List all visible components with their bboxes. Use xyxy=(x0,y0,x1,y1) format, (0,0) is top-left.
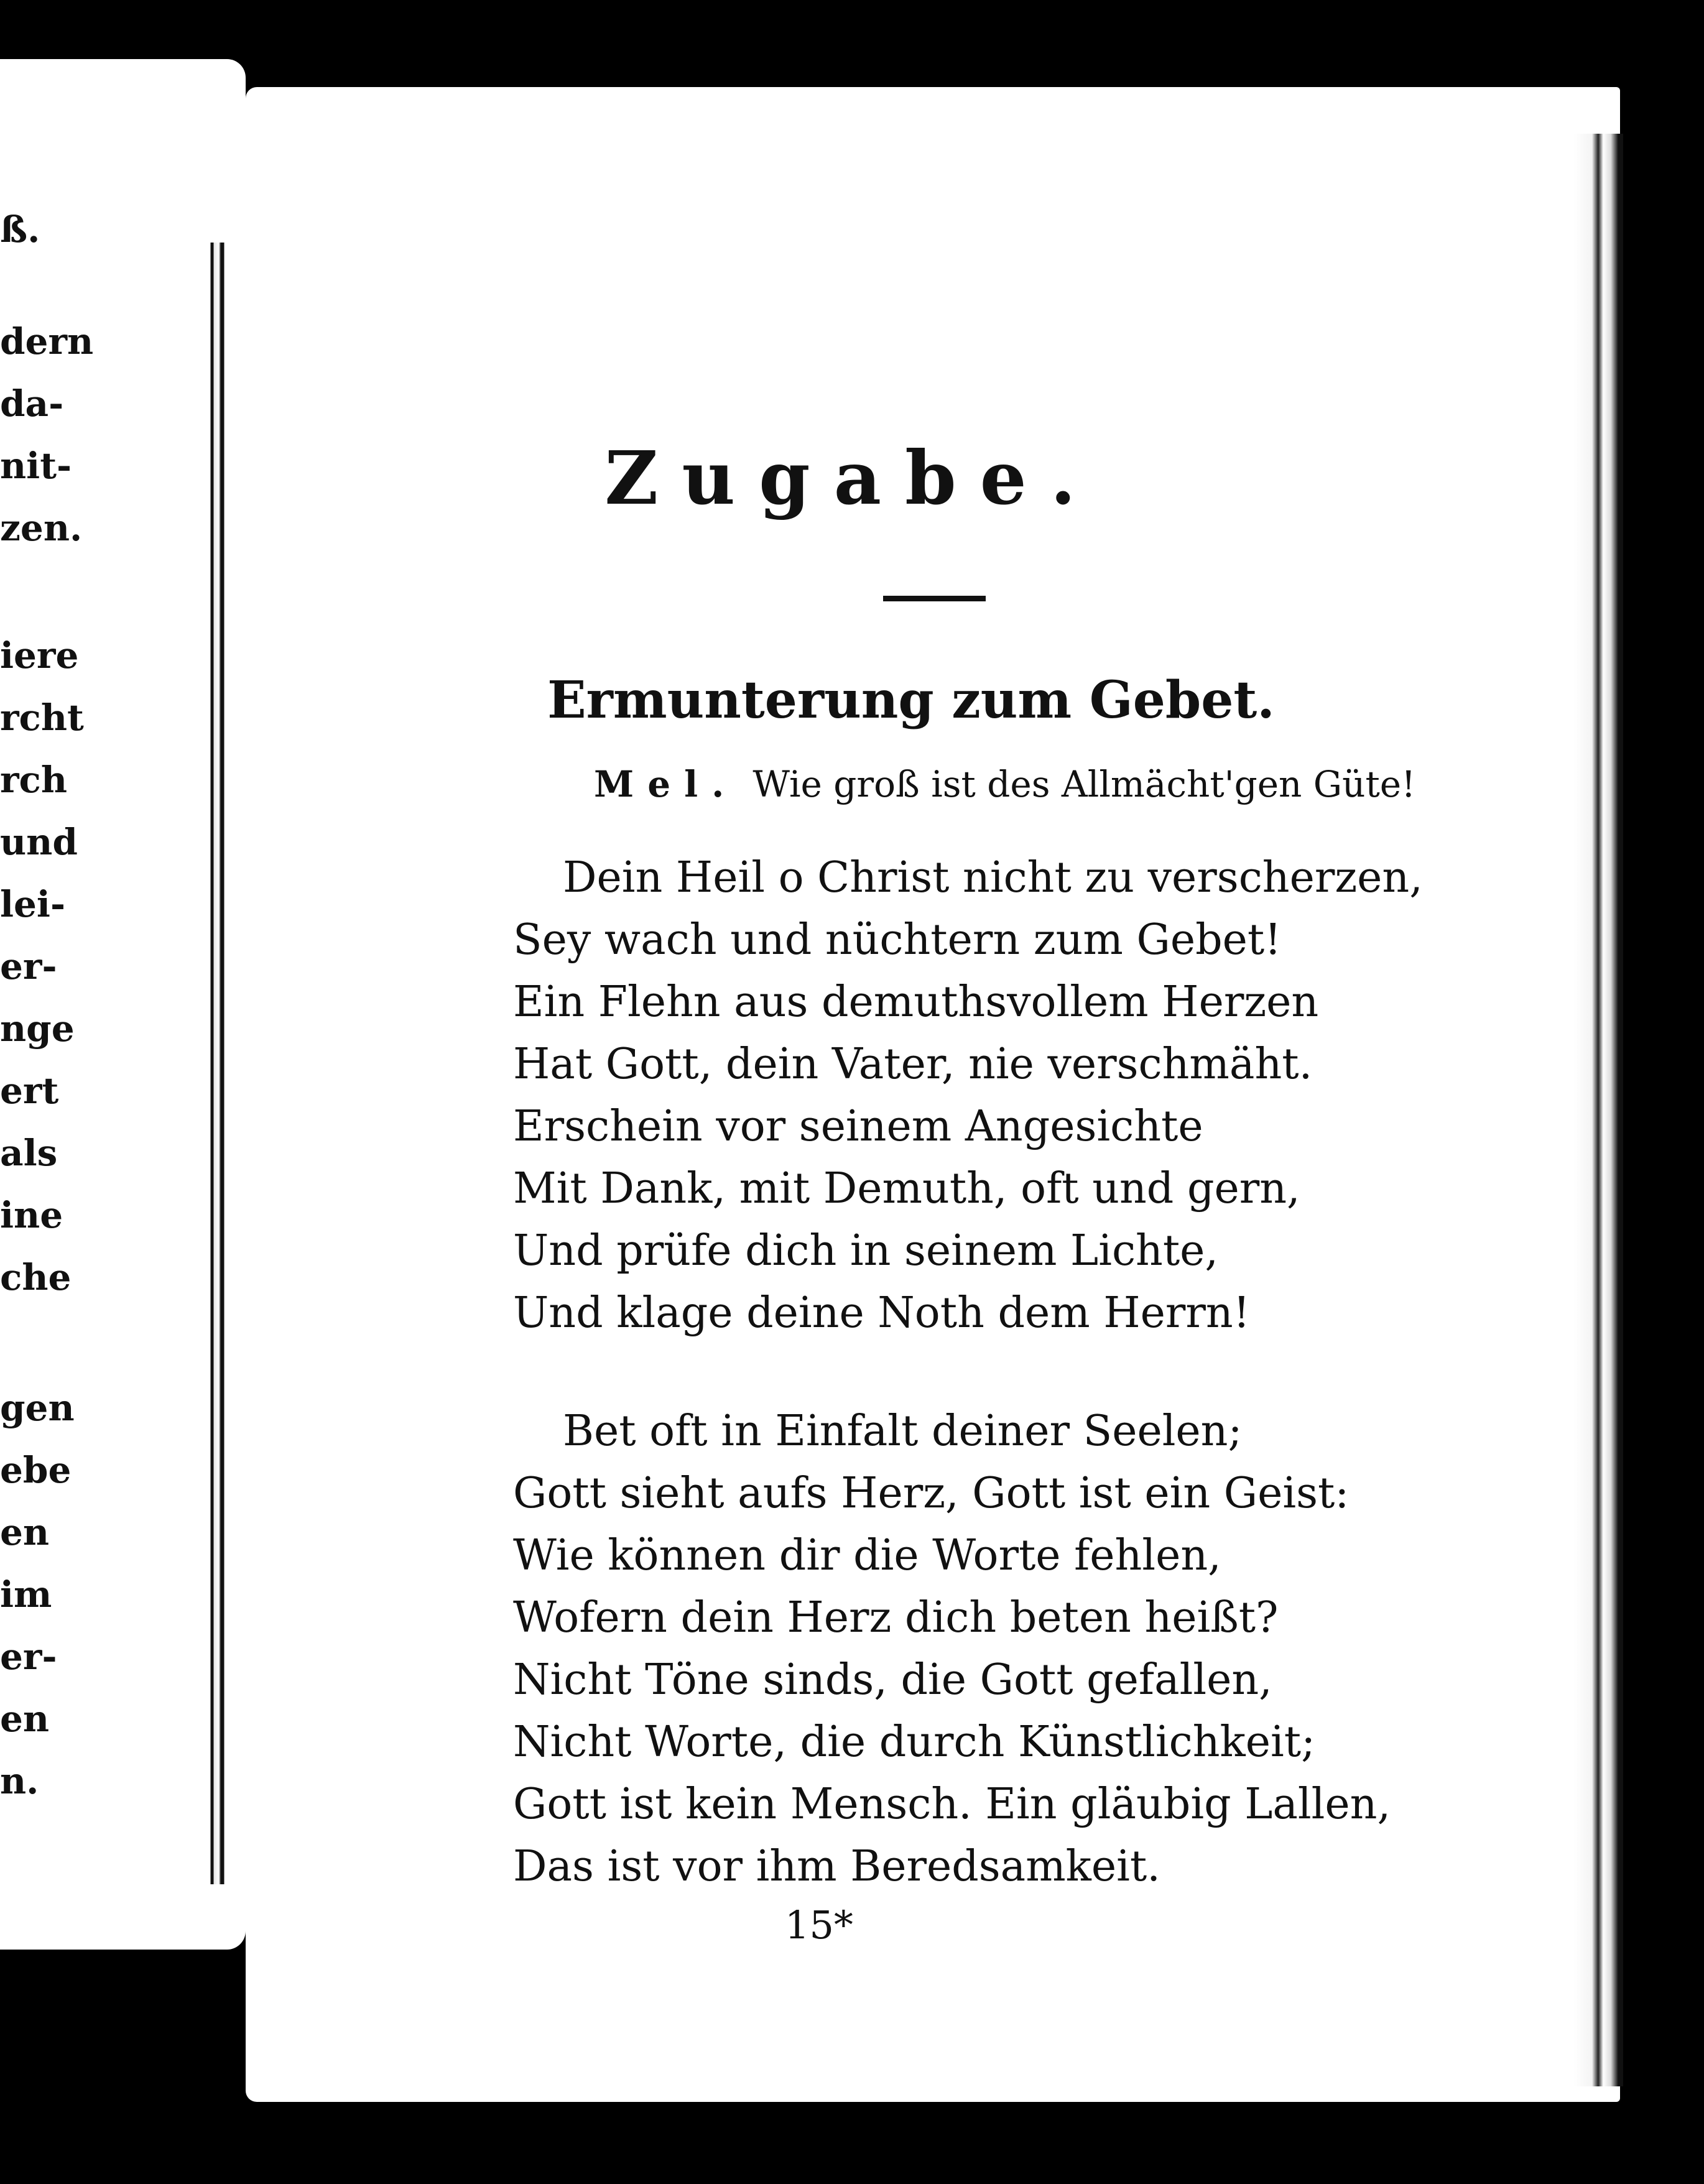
left-line-fragment: zen. xyxy=(0,507,83,549)
left-line-fragment: dern xyxy=(0,320,94,363)
hymn-heading: Ermunterung zum Gebet. xyxy=(547,670,1275,730)
verse-line: Gott sieht aufs Herz, Gott ist ein Geist: xyxy=(513,1469,1350,1518)
left-line-fragment: er- xyxy=(0,945,57,988)
verse-line: Und klage deine Noth dem Herrn! xyxy=(513,1289,1251,1338)
left-line-fragment: n. xyxy=(0,1760,39,1802)
left-line-fragment: gen xyxy=(0,1387,75,1429)
signature-mark: 15* xyxy=(785,1902,853,1948)
verse-line: Sey wach und nüchtern zum Gebet! xyxy=(513,915,1282,965)
verse-line: Und prüfe dich in seinem Lichte, xyxy=(513,1226,1219,1275)
left-line-fragment: und xyxy=(0,821,78,863)
left-line-fragment: rch xyxy=(0,759,68,801)
left-line-fragment: ß. xyxy=(0,208,40,251)
left-line-fragment: rcht xyxy=(0,696,84,739)
melody-indication xyxy=(594,763,1416,805)
page-edge xyxy=(1573,134,1623,2086)
left-line-fragment: lei- xyxy=(0,883,66,925)
left-line-fragment: nge xyxy=(0,1007,75,1050)
page-title: Zugabe. xyxy=(604,435,1100,521)
left-line-fragment: en xyxy=(0,1698,50,1740)
verse-line: Ein Flehn aus demuthsvollem Herzen xyxy=(513,978,1319,1027)
left-line-fragment: ebe xyxy=(0,1449,72,1491)
stanza xyxy=(513,1400,1446,1898)
verse-line: Bet oft in Einfalt deiner Seelen; xyxy=(563,1407,1243,1456)
left-line-fragment: nit- xyxy=(0,445,72,487)
melody-label: Mel. xyxy=(594,763,738,805)
stanza xyxy=(513,847,1446,1344)
left-line-fragment: che xyxy=(0,1256,72,1298)
left-line-fragment: da- xyxy=(0,382,64,425)
left-line-fragment: im xyxy=(0,1573,52,1616)
left-line-fragment: er- xyxy=(0,1636,57,1678)
verse-line: Wofern dein Herz dich beten heißt? xyxy=(513,1593,1279,1642)
left-line-fragment: en xyxy=(0,1511,50,1553)
verse-line: Mit Dank, mit Demuth, oft und gern, xyxy=(513,1164,1300,1213)
verse-line: Gott ist kein Mensch. Ein gläubig Lallen, xyxy=(513,1780,1391,1829)
title-divider xyxy=(883,596,986,601)
left-line-fragment: ert xyxy=(0,1070,59,1112)
verse-line: Erschein vor seinem Angesichte xyxy=(513,1102,1203,1151)
left-line-fragment: ine xyxy=(0,1194,63,1236)
verse-line: Wie können dir die Worte fehlen, xyxy=(513,1531,1221,1580)
melody-text: Wie groß ist des Allmächt'gen Güte! xyxy=(752,763,1416,805)
verse-line: Nicht Worte, die durch Künstlichkeit; xyxy=(513,1718,1315,1767)
verse-line: Dein Heil o Christ nicht zu verscherzen, xyxy=(563,853,1423,902)
left-line-fragment: iere xyxy=(0,634,79,677)
left-line-fragment: als xyxy=(0,1132,58,1174)
verse-line: Das ist vor ihm Beredsamkeit. xyxy=(513,1842,1160,1891)
verse-line: Hat Gott, dein Vater, nie verschmäht. xyxy=(513,1040,1313,1089)
verse-line: Nicht Töne sinds, die Gott gefallen, xyxy=(513,1655,1272,1705)
